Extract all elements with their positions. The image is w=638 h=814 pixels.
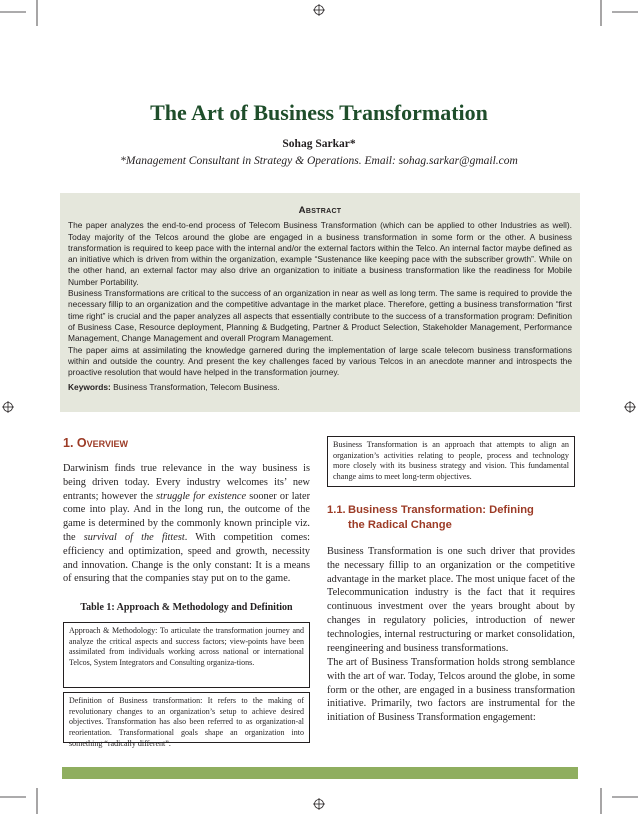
registration-mark-icon <box>313 798 325 810</box>
heading-line: the Radical Change <box>348 519 452 531</box>
author-name: Sohag Sarkar* <box>282 138 356 150</box>
registration-mark-icon <box>2 401 14 413</box>
text-run: Darwinism finds true relevance in the way business is being driven today. Every industry welcomes its’ new entrants; however the <box>63 463 310 502</box>
emphasis-text: struggle for existence <box>156 490 247 502</box>
text-run: sooner or later come into play. And in the long run, the outcome of the game is determined by the commonly known principle viz. the <box>63 490 310 543</box>
author-affiliation: *Management Consultant in Strategy & Operations. Email: sohag.sarkar@gmail.com <box>120 155 518 167</box>
footer-band <box>62 767 578 779</box>
keywords-label: Keywords: <box>68 382 111 393</box>
abstract-paragraph: The paper aims at assimilating the knowledge garnered during the implementation of large scale telecom business transformations within and outside the country. And present the key challenges faced by various Telcos in an anecdote manner and introspects the proactive resolution that would have helped in the transformation journey. <box>68 344 572 378</box>
registration-mark-icon <box>624 401 636 413</box>
paper-title: The Art of Business Transformation <box>150 100 488 125</box>
abstract-heading: Abstract <box>298 205 342 216</box>
registration-mark-icon <box>313 4 325 16</box>
section-number: 1.1. <box>327 504 346 516</box>
body-paragraph: Business Transformation is one such driver that provides the necessary fillip to an organization or the competitive advantage in the market place. The most unique facet of the Telecommunication industry is the fact that it requires continuous investment over the years brought about by changes in regulatory policies, introduction of newer technologies, internal restructuring or market consolidation, reengineering and business transformations. <box>327 546 575 654</box>
table-caption: Table 1: Approach & Methodology and Definition <box>80 602 293 613</box>
table-cell-approach: Approach & Methodology: To articulate the transformation journey and analyze the critical aspects and success factors; view-points have been assimilated from individuals working across national or international Telcos, System Integrators and Consulting organiza-tions. <box>63 622 310 688</box>
callout-box: Business Transformation is an approach that attempts to align an organization’s activities relating to people, process and technology more closely with its business strategy and vision. This fundamental change aims to meet long-term objectives. <box>327 436 575 487</box>
emphasis-text: survival of the fittest <box>83 531 185 543</box>
body-paragraph: The art of Business Transformation holds strong semblance with the art of war. Today, Telcos around the globe, in some form or the other, are engaged in a business transformation initiative. Primarily, two factors are instrumental for the initiation of Business Transformation engagement: <box>327 657 575 724</box>
overview-paragraph <box>63 462 310 586</box>
section-heading-defining-change <box>327 503 575 533</box>
abstract-paragraph: The paper analyzes the end-to-end process of Telecom Business Transformation (which can be applied to other Industries as well). Today majority of the Telcos around the globe are engaged in a business transformation in some form or the other. A business transformation is required to keep pace with the internal and/or the external factors within the Telco. An internal factor maybe defined as an initiative which is driven from within the organization, example “Sustenance like keeping pace with the subscriber growth”. While on the other hand, an external factor may also drive an organization to initiate a business transformation like the readiness for Mobile Number Portability. <box>68 220 572 287</box>
table-cell-definition: Definition of Business transformation: It refers to the making of revolutionary changes to an organization’s setup to achieve desired objectives. Transformation has also been referred to as organization-al reorientation. Transformational goals shape an organization into something “radically different”. <box>63 692 310 743</box>
abstract-box <box>60 193 580 412</box>
keywords-text: Business Transformation, Telecom Business. <box>113 382 280 393</box>
section-heading-overview: 1. Overview <box>63 436 128 450</box>
keywords <box>68 382 572 393</box>
abstract-paragraph: Business Transformations are critical to the success of an organization in near as well as long term. The same is required to provide the necessary fillip to an organization and the competitive advantage in the market place. Therefore, getting a business transformation “first time right” is crucial and the paper analyzes all aspects that essentially contribute to the success of a transformation program: Definition of Business Case, Resource deployment, Planning & Budgeting, Partner & Product Selection, Stakeholder Management, Performance Management, Change Management and overall Program Management. <box>68 288 572 344</box>
heading-line: Business Transformation: Defining <box>348 504 534 516</box>
text-run: . With competition comes: efficiency and optimization, speed and growth, necessity and innovation. Change is the only constant: It is a means of ensuring that the companies stay put on to the game. <box>63 531 310 585</box>
